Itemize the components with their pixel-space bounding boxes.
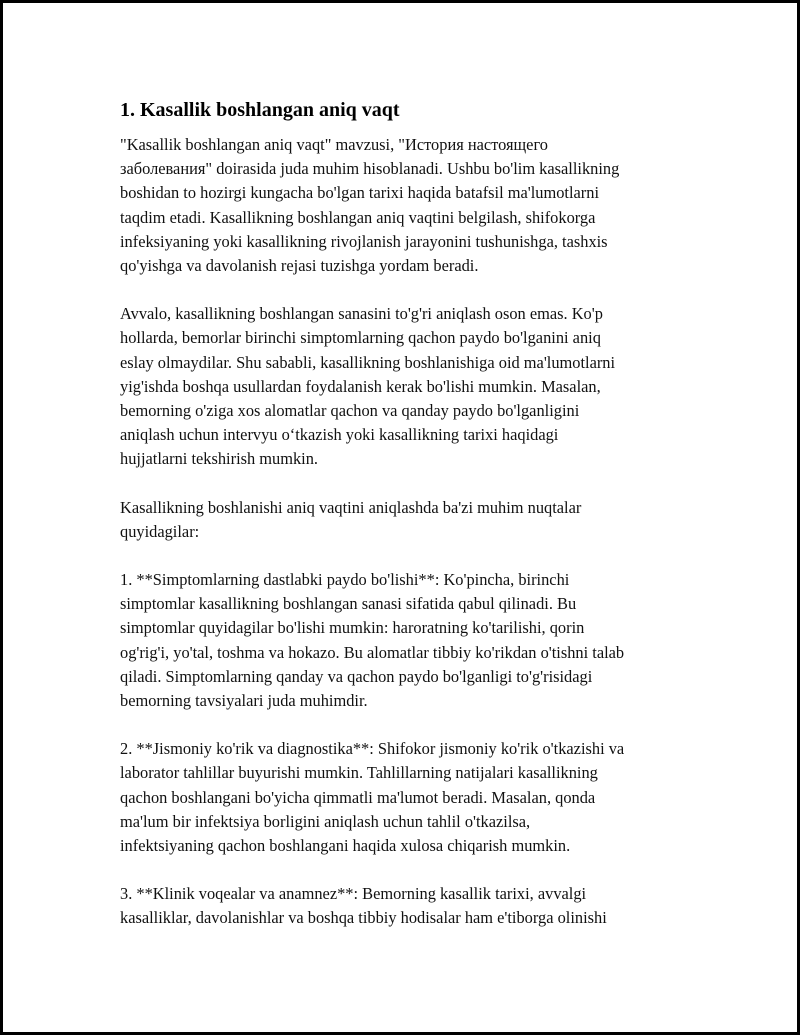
paragraph-determining-date: Avvalo, kasallikning boshlangan sanasini to'g'ri aniqlash oson emas. Ko'p hollarda, bemorlar birinchi simptomlarning qachon paydo bo'lganini aniq eslay olmaydilar. Shu sababli, kasallikning boshlanishiga oid ma'lumotlarni yig'ishda boshqa usullardan foydalanish kerak bo'lishi mumkin. Masalan, bemorning o'ziga xos alomatlar qachon va qanday paydo bo'lganligini aniqlash uchun intervyu oʻtkazish yoki kasallikning tarixi haqidagi hujjatlarni tekshirish mumkin. [120,304,616,469]
document-body [120,98,702,955]
paragraph-intro: "Kasallik boshlangan aniq vaqt" mavzusi, "История настоящего заболевания" doirasida juda muhim hisoblanadi. Ushbu bo'lim kasallikning boshidan to hozirgi kungacha bo'lgan tarixi haqida batafsil ma'lumotlarni taqdim etadi. Kasallikning boshlangan aniq vaqtini belgilash, shifokorga infeksiyaning yoki kasallikning rivojlanish jarayonini tushunishga, tashxis qo'yishga va davolanish rejasi tuzishga yordam beradi. [120,135,620,276]
list-item-anamnesis: 3. **Klinik voqealar va anamnez**: Bemorning kasallik tarixi, avvalgi kasalliklar, davolanishlar va boshqa tibbiy hodisalar ham e'tiborga olinishi [120,884,607,928]
paragraph-key-points-intro: Kasallikning boshlanishi aniq vaqtini aniqlashda ba'zi muhim nuqtalar quyidagilar: [120,497,582,541]
section-heading: 1. Kasallik boshlangan aniq vaqt [120,99,400,121]
list-item-examination: 2. **Jismoniy ko'rik va diagnostika**: Shifokor jismoniy ko'rik o'tkazishi va laborator tahlillar buyurishi mumkin. Tahlillarning natijalari kasallikning qachon boshlangani bo'yicha qimmatli ma'lumot beradi. Masalan, qonda ma'lum bir infektsiya borligini aniqlash uchun tahlil o'tkazilsa, infektsiyaning qachon boshlangani haqida xulosa chiqarish mumkin. [120,739,625,856]
list-item-symptoms: 1. **Simptomlarning dastlabki paydo bo'lishi**: Ko'pincha, birinchi simptomlar kasallikning boshlangan sanasi sifatida qabul qilinadi. Bu simptomlar quyidagilar bo'lishi mumkin: haroratning ko'tarilishi, qorin og'rig'i, yo'tal, toshma va hokazo. Bu alomatlar tibbiy ko'rikdan o'tishni talab qiladi. Simptomlarning qanday va qachon paydo bo'lganligi to'g'risidagi bemorning tavsiyalari juda muhimdir. [120,570,625,711]
